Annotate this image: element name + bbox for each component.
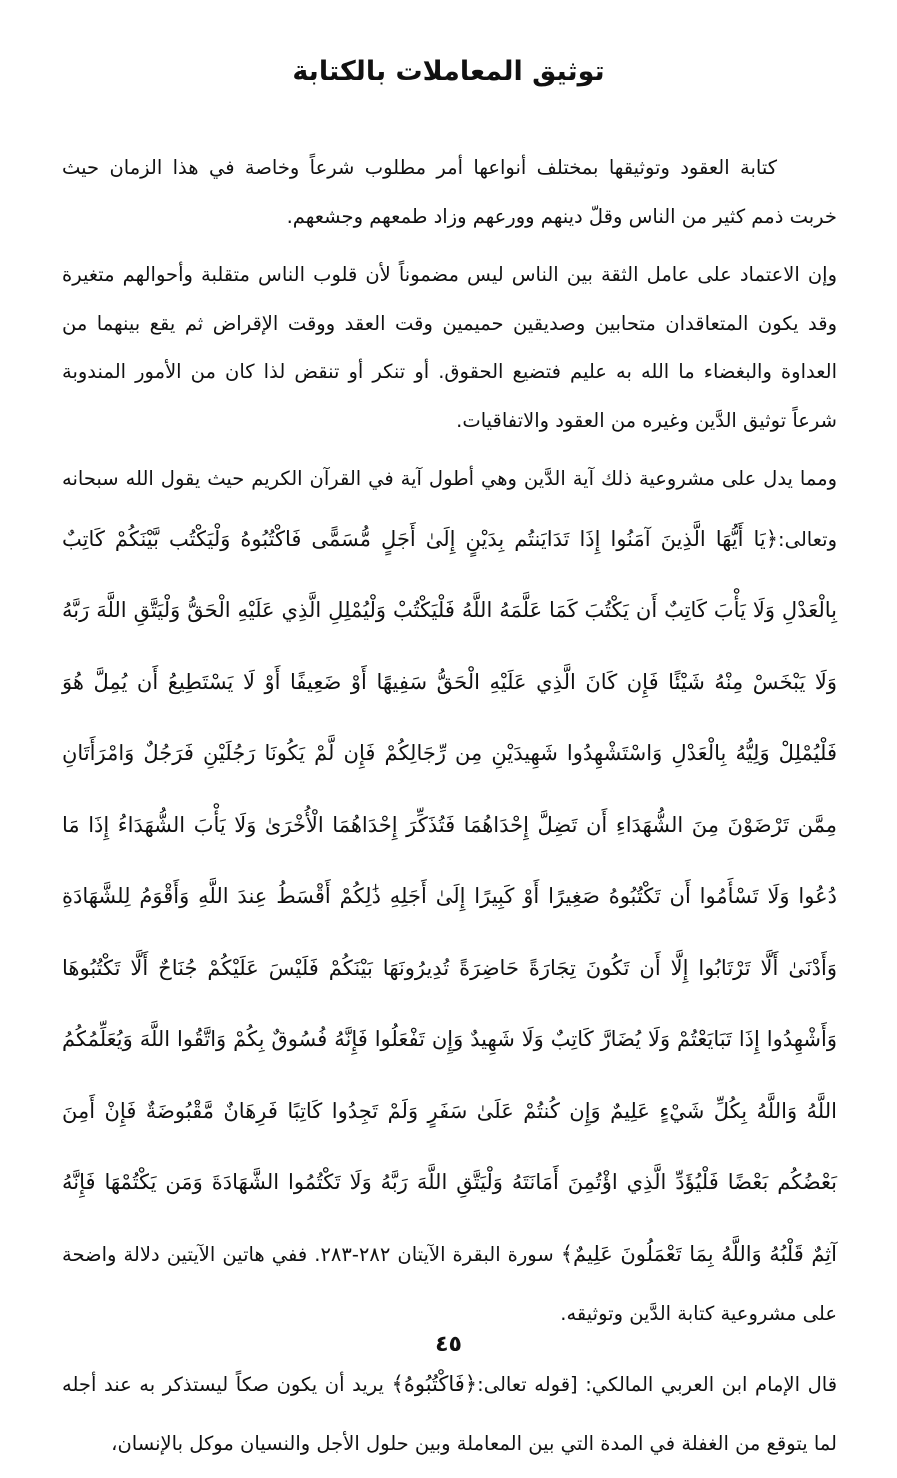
page-number: ٤٥ — [435, 1332, 462, 1357]
paragraph-3 — [62, 455, 837, 1339]
quran-verse-al-baqarah-282-283: ﴿يَا أَيُّهَا الَّذِينَ آمَنُوا إِذَا تَدَايَنتُم بِدَيْنٍ إِلَىٰ أَجَلٍ مُّسَمًّى فَاكْتُبُوهُ وَلْيَكْتُب بَّيْنَكُمْ كَاتِبٌ بِالْعَدْلِ وَلَا يَأْبَ كَاتِبٌ أَن يَكْتُبَ كَمَا عَلَّمَهُ اللَّهُ فَلْيَكْتُبْ وَلْيُمْلِلِ الَّذِي عَلَيْهِ الْحَقُّ وَلْيَتَّقِ اللَّهَ رَبَّهُ وَلَا يَبْخَسْ مِنْهُ شَيْئًا فَإِن كَانَ الَّذِي عَلَيْهِ الْحَقُّ سَفِيهًا أَوْ ضَعِيفًا أَوْ لَا يَسْتَطِيعُ أَن يُمِلَّ هُوَ فَلْيُمْلِلْ وَلِيُّهُ بِالْعَدْلِ وَاسْتَشْهِدُوا شَهِيدَيْنِ مِن رِّجَالِكُمْ فَإِن لَّمْ يَكُونَا رَجُلَيْنِ فَرَجُلٌ وَامْرَأَتَانِ مِمَّن تَرْضَوْنَ مِنَ الشُّهَدَاءِ أَن تَضِلَّ إِحْدَاهُمَا فَتُذَكِّرَ إِحْدَاهُمَا الْأُخْرَىٰ وَلَا يَأْبَ الشُّهَدَاءُ إِذَا مَا دُعُوا وَلَا تَسْأَمُوا أَن تَكْتُبُوهُ صَغِيرًا أَوْ كَبِيرًا إِلَىٰ أَجَلِهِ ذَٰلِكُمْ أَقْسَطُ عِندَ اللَّهِ وَأَقْوَمُ لِلشَّهَادَةِ وَأَدْنَىٰ أَلَّا تَرْتَابُوا إِلَّا أَن تَكُونَ تِجَارَةً حَاضِرَةً تُدِيرُونَهَا بَيْنَكُمْ فَلَيْسَ عَلَيْكُمْ جُنَاحٌ أَلَّا تَكْتُبُوهَا وَأَشْهِدُوا إِذَا تَبَايَعْتُمْ وَلَا يُضَارَّ كَاتِبٌ وَلَا شَهِيدٌ وَإِن تَفْعَلُوا فَإِنَّهُ فُسُوقٌ بِكُمْ وَاتَّقُوا اللَّهَ وَيُعَلِّمُكُمُ اللَّهُ وَاللَّهُ بِكُلِّ شَيْءٍ عَلِيمٌ وَإِن كُنتُمْ عَلَىٰ سَفَرٍ وَلَمْ تَجِدُوا كَاتِبًا فَرِهَانٌ مَّقْبُوضَةٌ فَإِنْ أَمِنَ بَعْضُكُم بَعْضًا فَلْيُؤَدِّ الَّذِي اؤْتُمِنَ أَمَانَتَهُ وَلْيَتَّقِ اللَّهَ رَبَّهُ وَلَا تَكْتُمُوا الشَّهَادَةَ وَمَن يَكْتُمْهَا فَإِنَّهُ آثِمٌ قَلْبُهُ وَاللَّهُ بِمَا تَعْمَلُونَ عَلِيمٌ﴾ — [62, 526, 837, 1266]
body-text — [62, 144, 837, 1478]
paragraph-2: وإن الاعتماد على عامل الثقة بين الناس ليس مضموناً لأن قلوب الناس متقلبة وأحوالهم متغيرة وقد يكون المتعاقدان متحابين وصديقين حميمين وقت العقد ووقت الإقراض ثم يقع بينهما من العداوة والبغضاء ما الله به عليم فتضيع الحقوق. أو تنكر أو تنقض لذا كان من الأمور المندوبة شرعاً توثيق الدَّين وغيره من العقود والاتفاقيات. — [62, 263, 837, 432]
paragraph-4-intro: قال الإمام ابن العربي المالكي: [قوله تعالى: — [477, 1372, 838, 1396]
paragraph-1: كتابة العقود وتوثيقها بمختلف أنواعها أمر مطلوب شرعاً وخاصة في هذا الزمان حيث خربت ذمم كثير من الناس وقلّ دينهم وورعهم وزاد طمعهم وجشعهم. — [62, 156, 837, 228]
paragraph-3-intro: ومما يدل على مشروعية ذلك آية الدَّين وهي أطول آية في القرآن الكريم حيث يقول الله سبحانه وتعالى: — [62, 467, 837, 551]
quran-verse-fa-uktubuh: ﴿فَاكْتُبُوهُ﴾ — [391, 1371, 478, 1396]
page-title: توثيق المعاملات بالكتابة — [292, 56, 605, 87]
paragraph-4 — [62, 1349, 837, 1469]
paragraph-4-outro: يريد أن يكون صكاً ليستذكر به عند أجله لما يتوقع من الغفلة في المدة التي بين المعاملة وبين حلول الأجل والنسيان موكل بالإنسان، — [62, 1372, 837, 1455]
paragraph-3-outro: سورة البقرة الآيتان ٢٨٢-٢٨٣. ففي هاتين الآيتين دلالة واضحة على مشروعية كتابة الدَّين وتوثيقه. — [62, 1242, 837, 1325]
